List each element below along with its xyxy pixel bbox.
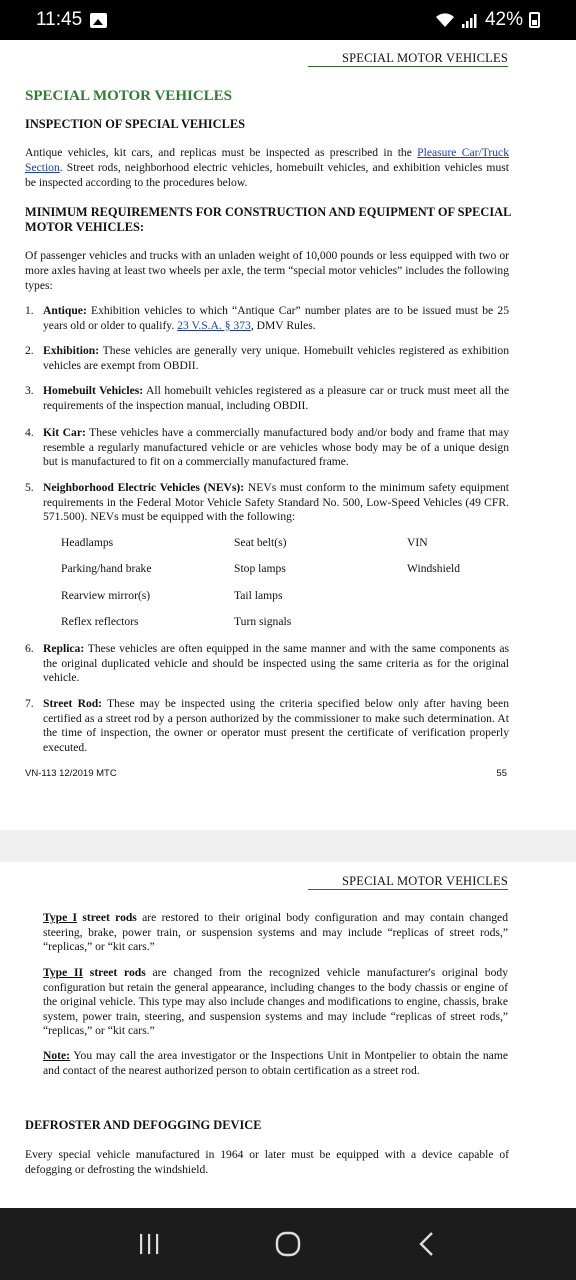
document-page-1 [0,40,576,830]
equipment-item: Seat belt(s) [234,536,287,549]
clock: 11:45 [36,9,83,30]
equipment-item: Tail lamps [234,589,283,602]
defroster-paragraph: Every special vehicle manufactured in 1964 or later must be equipped with a device capable of defogging or defrosting the windshield. [25,1148,509,1176]
back-icon [417,1231,437,1257]
heading-minimum-requirements: MINIMUM REQUIREMENTS FOR CONSTRUCTION AND EQUIPMENT OF SPECIAL MOTOR VEHICLES: [25,205,511,234]
note-paragraph: Note: You may call the area investigator or the Inspections Unit in Montpelier to obtain the name and contact of the nearest authorized person to obtain certification as a street rod. [43,1049,508,1077]
recent-apps-icon [137,1232,161,1256]
document-page-2 [0,862,576,1208]
equipment-item: Reflex reflectors [61,615,139,628]
equipment-item: VIN [407,536,428,549]
type-ii-paragraph: Type II street rods are changed from the recognized vehicle manufacturer's original body configuration but retain the general appearance, including changes to the body chassis or engine of the original vehicle. This type may also include changes and modifications to engine, chassis, brake system, power train, steering, and suspension systems and may include “replicas of street rods,” “replicas,” or “kit cars.” [43,966,508,1037]
statute-link[interactable]: 23 V.S.A. § 373 [177,318,251,332]
gallery-notification-icon [90,13,107,28]
pleasure-car-link[interactable]: Pleasure Car/Truck Section [25,146,509,174]
running-head: SPECIAL MOTOR VEHICLES [342,874,508,888]
navigation-bar [0,1208,576,1280]
back-button[interactable] [397,1214,457,1274]
battery-percent: 42% [484,9,523,30]
equipment-item: Rearview mirror(s) [61,589,151,602]
page-number: 55 [496,768,507,779]
wifi-icon [435,12,455,28]
footer-doc-id: VN-113 12/2019 MTC [25,768,117,779]
recent-apps-button[interactable] [119,1214,179,1274]
header-rule [308,889,508,890]
battery-icon [529,12,540,28]
home-icon [275,1231,301,1257]
list-item: 1. Antique: Exhibition vehicles to which “Antique Car” number plates are to be issued must be 25 years old or older to qualify. 23 V.S.A. § 373, DMV Rules. [25,304,509,332]
list-item: 4. Kit Car: These vehicles have a commercially manufactured body and/or body and frame that may resemble a regularly manufactured vehicle or are vehicles whose body may be of a unique design but is manufactured to fit on a commercially manufactured frame. [25,426,509,468]
signal-icon [461,13,479,28]
list-item: 5. Neighborhood Electric Vehicles (NEVs): NEVs must conform to the minimum safety equipment requirements in the Federal Motor Vehicle Safety Standard No. 500, Low-Speed Vehicles (49 CFR. 571.500). NEVs must be equipped with the following: [25,481,509,523]
list-item: 3. Homebuilt Vehicles: All homebuilt vehicles registered as a pleasure car or truck must meet all the requirements of the inspection manual, including OBDII. [25,384,509,412]
equipment-item: Parking/hand brake [61,562,152,575]
heading-inspection: INSPECTION OF SPECIAL VEHICLES [25,117,245,131]
home-button[interactable] [258,1214,318,1274]
equipment-item: Windshield [407,562,460,575]
status-bar [0,0,576,40]
running-head: SPECIAL MOTOR VEHICLES [342,51,508,65]
list-item: 7. Street Rod: These may be inspected using the criteria specified below only after having been certified as a street rod by a person authorized by the commissioner to make such determination. At the time of inspection, the owner or operator must present the certificate of verification properly executed. [25,697,509,754]
equipment-item: Stop lamps [234,562,286,575]
list-item: 2. Exhibition: These vehicles are generally very unique. Homebuilt vehicles registered as exhibition vehicles are exempt from OBDII. [25,344,509,372]
header-rule [308,66,508,67]
types-intro: Of passenger vehicles and trucks with an unladen weight of 10,000 pounds or less equipped with two or more axles having at least two wheels per axle, the term “special motor vehicles” includes the following types: [25,249,509,292]
equipment-item: Headlamps [61,536,114,549]
page-separator [0,830,576,862]
equipment-item: Turn signals [234,615,292,628]
heading-defroster: DEFROSTER AND DEFOGGING DEVICE [25,1118,262,1132]
list-item: 6. Replica: These vehicles are often equipped in the same manner and with the same components as the original duplicated vehicle and should be inspected using the same criteria as for the original vehicle. [25,642,509,684]
page-title: SPECIAL MOTOR VEHICLES [25,88,233,104]
type-i-paragraph: Type I street rods are restored to their original body configuration and may contain changed steering, brake, power train, or suspension systems and may include “replicas of street rods,” “replicas,” or “kit cars.” [43,911,508,953]
intro-paragraph: Antique vehicles, kit cars, and replicas must be inspected as prescribed in the Pleasure Car/Truck Section. Street rods, neighborhood electric vehicles, homebuilt vehicles, and exhibition vehicles must be inspected according to the procedures below. [25,146,509,189]
